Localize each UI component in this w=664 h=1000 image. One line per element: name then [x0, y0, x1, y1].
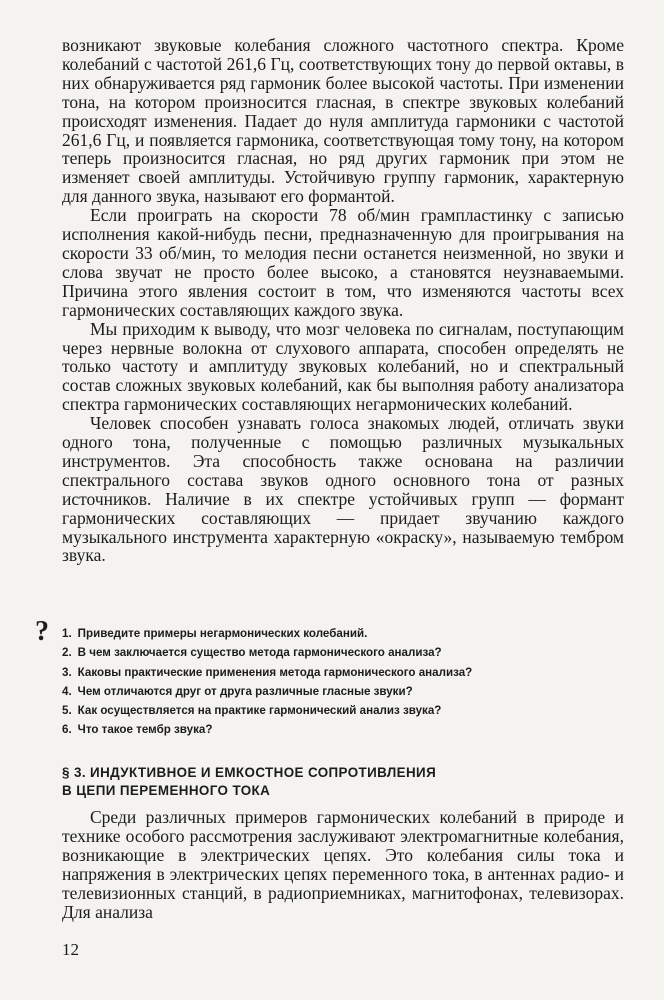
- question-text: Приведите примеры негармонических колебаний.: [77, 627, 368, 640]
- review-questions: [62, 624, 624, 740]
- question-number: 1.: [62, 627, 72, 640]
- question-mark-icon: ?: [35, 616, 49, 647]
- paragraph-brain-analyzer: Мы приходим к выводу, что мозг человека по сигналам, поступающим через нервные волокна от слухового аппарата, способен определять не только частоту и амплитуду звуковых колебаний, но и спектральный состав сложных звуковых колебаний, как бы выполняя работу анализатора спектра гармонических составляющих негармонических колебаний.: [62, 318, 624, 415]
- question-text: Каковы практические применения метода гармонического анализа?: [77, 665, 473, 679]
- question-text: Чем отличаются друг от друга различные гласные звуки?: [77, 684, 413, 698]
- paragraph-electromagnetic: Среди различных примеров гармонических колебаний в природе и технике особого рассмотрения заслуживают электромагнитные колебания, возникающие в электрических цепях. Это колебания силы тока и напряжения в электрических цепях переменного тока, в антеннах радио- и телевизионных станций, в радиоприемниках, магнитофонах, телевизорах. Для анализа: [62, 807, 624, 922]
- section-title-line-1: § 3. ИНДУКТИВНОЕ И ЕМКОСТНОЕ СОПРОТИВЛЕНИЯ: [62, 765, 437, 780]
- question-item: [62, 682, 624, 701]
- question-number: 3.: [62, 665, 72, 679]
- question-item: [62, 624, 624, 643]
- question-number: 4.: [62, 684, 72, 698]
- page-number: 12: [62, 940, 79, 959]
- question-item: [62, 643, 624, 662]
- question-number: 2.: [62, 646, 72, 660]
- paragraph-formant: возникают звуковые колебания сложного частотного спектра. Кроме колебаний с частотой 261,6 Гц, соответствующих тону до первой октавы, в них обнаруживается ряд гармоник более высокой частоты. При изменении тона, на котором произносится гласная, в спектре звуковых колебаний происходят изменения. Падает до нуля амплитуда гармоники с частотой 261,6 Гц, и появляется гармоника, соответствующая тому тону, на котором теперь произносится гласная, но ряд других гармоник при этом не изменяет своей амплитуды. Устойчивую группу гармоник, характерную для данного звука, называют его формантой.: [62, 35, 624, 207]
- section-title-line-2: В ЦЕПИ ПЕРЕМЕННОГО ТОКА: [62, 783, 271, 798]
- question-text: Что такое тембр звука?: [77, 723, 213, 737]
- question-item: [62, 663, 624, 682]
- paragraph-timbre: Человек способен узнавать голоса знакомых людей, отличать звуки одного тона, полученные с помощью различных музыкальных инструментов. Эта способность также основана на различии спектрального состава звуков одного основного тона от разных источников. Наличие в их спектре устойчивых групп — формант гармонических составляющих — придает звучанию каждого музыкального инструмента характерную «окраску», называемую тембром звука.: [62, 413, 624, 566]
- question-item: [62, 720, 624, 739]
- question-text: В чем заключается существо метода гармонического анализа?: [77, 646, 442, 660]
- section-body: [62, 808, 624, 921]
- section-title: [62, 764, 602, 800]
- body-text: [62, 36, 624, 565]
- question-item: [62, 701, 624, 720]
- question-number: 5.: [62, 704, 72, 718]
- paragraph-gramophone: Если проиграть на скорости 78 об/мин грампластинку с записью исполнения какой-нибудь песни, предназначенную для проигрывания на скорости 33 об/мин, то мелодия песни останется неизменной, но звуки и слова звучат не просто более высоко, а становятся неузнаваемыми. Причина этого явления состоит в том, что изменяются частоты всех гармонических составляющих каждого звука.: [62, 205, 624, 320]
- question-number: 6.: [62, 723, 72, 737]
- question-text: Как осуществляется на практике гармонический анализ звука?: [77, 704, 442, 718]
